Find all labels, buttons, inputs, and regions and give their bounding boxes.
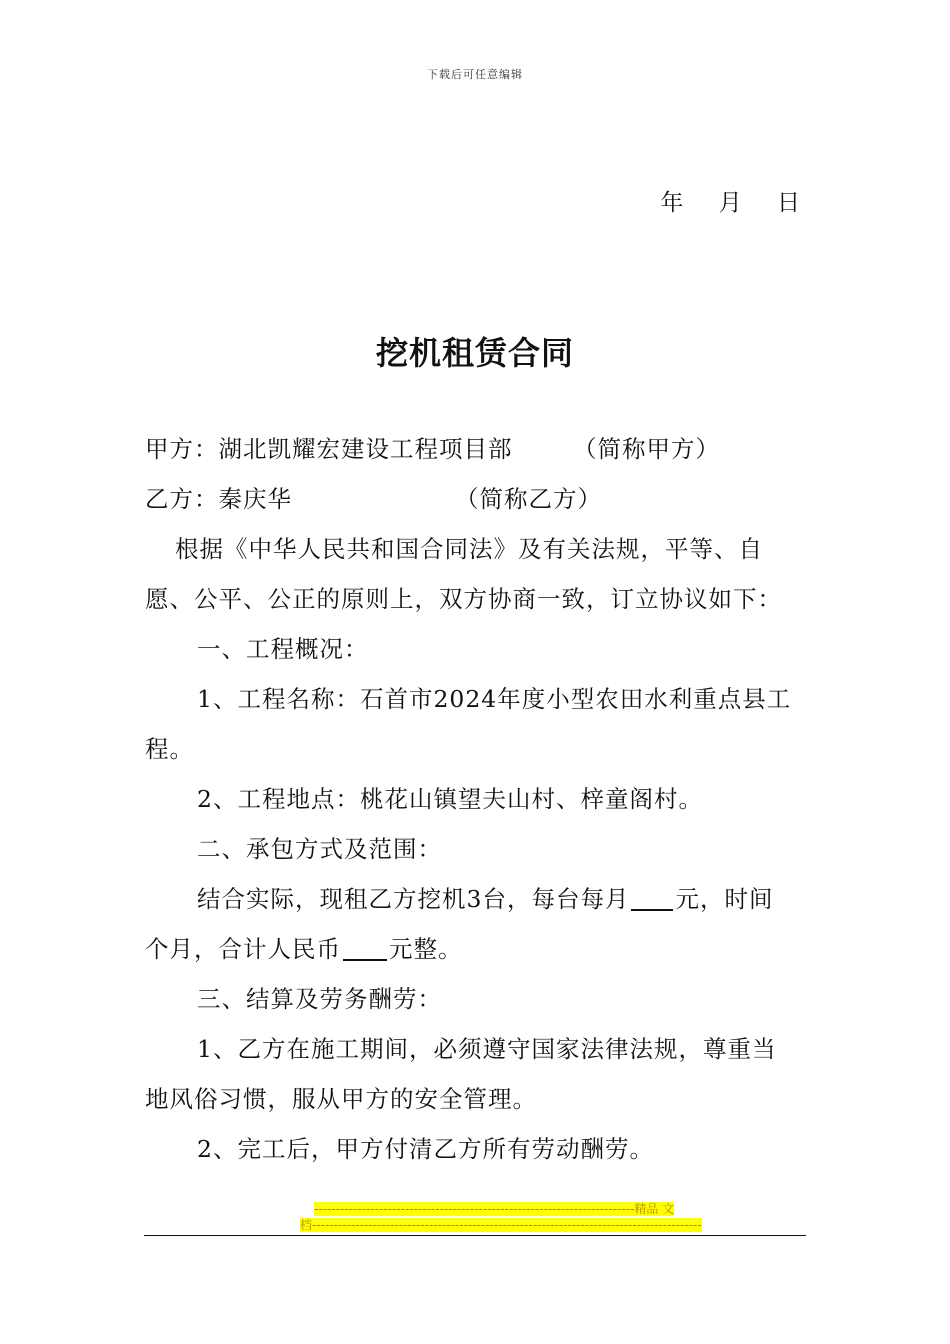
monthly-rate-blank [631, 881, 673, 911]
party-a-abbr: （简称甲方） [573, 435, 720, 463]
document-body [145, 424, 807, 1174]
section-1-item-2: 2、工程地点：桃花山镇望夫山村、梓童阁村。 [197, 785, 703, 813]
footer-watermark [300, 1201, 702, 1233]
party-a-line [145, 424, 807, 474]
party-a-label: 甲方： [145, 435, 219, 463]
party-b-abbr: （简称乙方） [455, 485, 602, 513]
intro-line-1: 根据《中华人民共和国合同法》及有关法规，平等、自 [175, 535, 763, 563]
date-month: 月 [718, 190, 744, 216]
date-year: 年 [660, 190, 686, 216]
rent-text-a: 结合实际，现租乙方挖机3台，每台每月 [197, 885, 630, 913]
party-b-name: 秦庆华 [218, 485, 292, 513]
section-2-line-1 [145, 874, 807, 924]
section-3-item-1-line-2: 地风俗习惯，服从甲方的安全管理。 [145, 1085, 537, 1113]
section-3-item-2: 2、完工后，甲方付清乙方所有劳动酬劳。 [197, 1135, 654, 1163]
section-1-item-1-line-1: 1、工程名称：石首市2024年度小型农田水利重点县工 [197, 685, 792, 713]
section-3-heading: 三、结算及劳务酬劳： [197, 985, 442, 1013]
footer-line-1: --------------------------------------------------------------------------精品 文 [314, 1202, 675, 1216]
section-2-line-2 [145, 924, 807, 974]
section-3-item-1-line-1: 1、乙方在施工期间，必须遵守国家法律法规，尊重当 [197, 1035, 777, 1063]
footer-divider [144, 1235, 806, 1236]
date-day: 日 [777, 190, 802, 216]
document-title: 挖机租赁合同 [375, 334, 574, 372]
date-line [636, 184, 802, 217]
section-1-item-1-line-2: 程。 [145, 735, 194, 763]
party-a-name: 湖北凯耀宏建设工程项目部 [218, 435, 513, 463]
footer-line-2: 档------------------------------------------------------------------------------------------ [300, 1218, 702, 1232]
header-note: 下载后可任意编辑 [427, 68, 523, 81]
total-amount-blank [343, 931, 387, 961]
total-text-b: 元整。 [389, 935, 463, 963]
section-1-heading: 一、工程概况： [197, 635, 369, 663]
rent-text-b: 元，时间 [675, 885, 774, 913]
total-text-a: 个月，合计人民币 [145, 935, 341, 963]
party-b-line [145, 474, 807, 524]
party-b-label: 乙方： [145, 485, 219, 513]
intro-line-2: 愿、公平、公正的原则上，双方协商一致，订立协议如下： [145, 585, 782, 613]
section-2-heading: 二、承包方式及范围： [197, 835, 442, 863]
